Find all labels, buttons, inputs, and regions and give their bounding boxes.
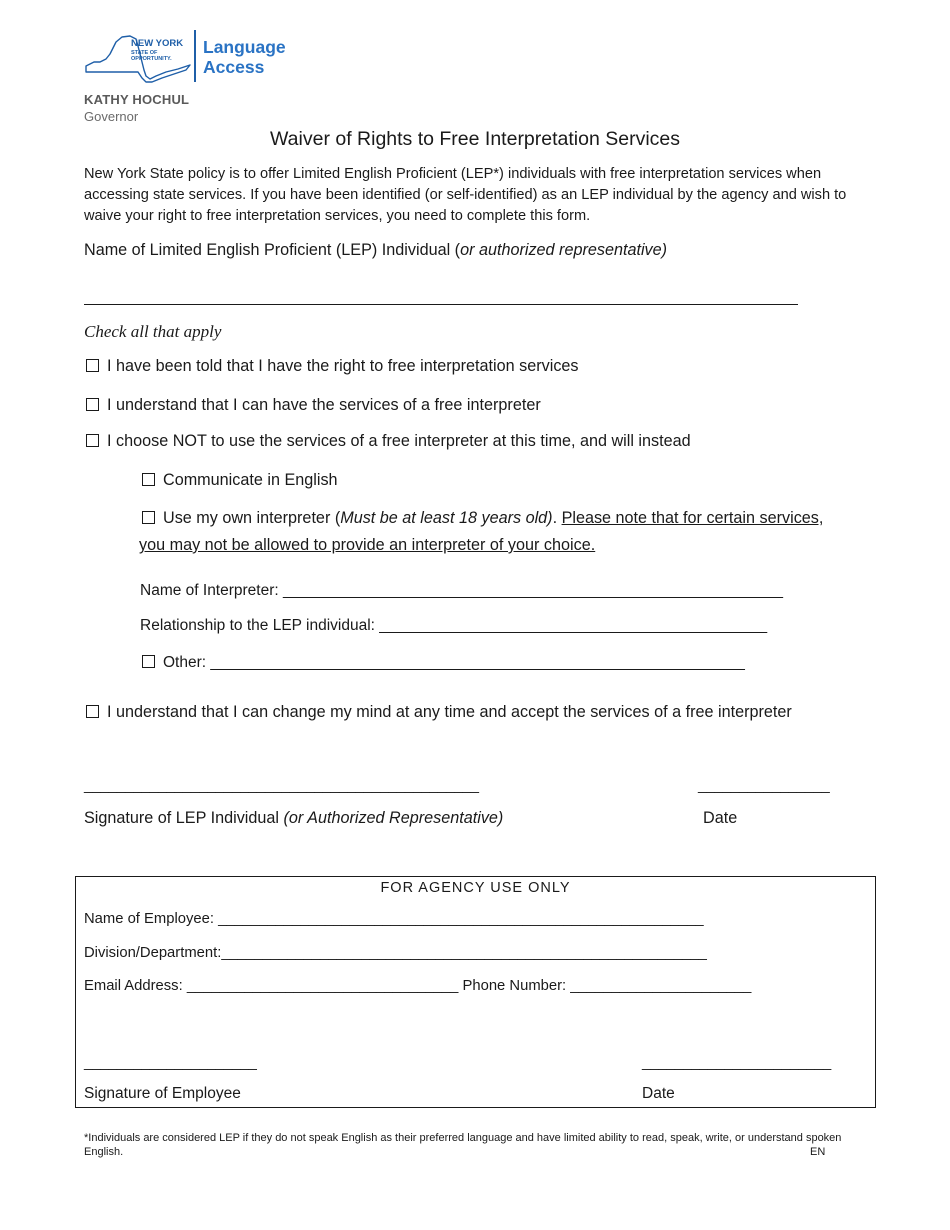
intro-paragraph: New York State policy is to offer Limited English Proficient (LEP*) individuals with free interpretation services when accessing state services. If you have been identified (or self-identified) as an LEP individual by the agency and wish to waive your right to free interpretation services, you need to complete this form.: [84, 166, 847, 224]
own-interpreter-period: .: [552, 509, 558, 527]
understand-label: I understand that I can have the services of a free interpreter: [107, 396, 541, 414]
relationship-label: Relationship to the LEP individual:: [140, 617, 380, 634]
choose-not-label: I choose NOT to use the services of a free interpreter at this time, and will instead: [107, 432, 691, 450]
lep-name-field[interactable]: [84, 304, 798, 305]
option-choose-not: [86, 432, 691, 451]
other-row: [142, 654, 745, 672]
lep-name-label: [84, 241, 667, 260]
own-interpreter-age-note: Must be at least 18 years old): [340, 509, 553, 527]
lep-date-field[interactable]: ________________: [698, 778, 830, 794]
option-english: [142, 471, 338, 490]
state-name: NEW YORK: [131, 38, 184, 49]
governor-name: KATHY HOCHUL: [84, 92, 190, 107]
change-mind-label: I understand that I can change my mind at any time and accept the services of a free interpreter: [107, 703, 792, 721]
employee-name-field[interactable]: ___________________________________________________________: [218, 911, 704, 927]
division-field[interactable]: ___________________________________________________________: [221, 945, 707, 961]
agency-use-heading: FOR AGENCY USE ONLY: [380, 880, 571, 896]
interpreter-name-field[interactable]: __________________________________________________________: [283, 582, 783, 599]
logo-divider: [194, 30, 196, 82]
understand-checkbox[interactable]: [86, 398, 99, 411]
own-interpreter-checkbox[interactable]: [142, 511, 155, 524]
lep-signature-label: [84, 809, 503, 828]
lep-signature-label-text: Signature of LEP Individual: [84, 809, 284, 827]
division-row: [84, 945, 707, 961]
email-label: Email Address:: [84, 978, 187, 994]
own-interpreter-warning-2: you may not be allowed to provide an interpreter of your choice.: [139, 536, 596, 554]
other-field[interactable]: ______________________________________________________________: [210, 654, 745, 671]
wordmark-line-2: Access: [203, 57, 265, 77]
lep-signature-field[interactable]: ________________________________________________: [84, 778, 480, 794]
contact-row: [84, 978, 751, 994]
lep-signature-label-italic: (or Authorized Representative): [283, 809, 504, 827]
interpreter-name-row: [140, 582, 783, 600]
other-checkbox[interactable]: [142, 655, 155, 668]
state-tagline: STATE OF OPPORTUNITY.: [131, 50, 172, 62]
relationship-row: [140, 617, 767, 635]
option-understand: [86, 396, 541, 415]
option-told-rights: [86, 357, 579, 376]
employee-name-label: Name of Employee:: [84, 911, 219, 927]
lep-footnote: *Individuals are considered LEP if they do not speak English as their preferred language and have limited ability to read, speak, write, or understand spoken English.: [84, 1132, 842, 1158]
lep-name-label-text: Name of Limited English Proficient (LEP) Individual (: [84, 241, 461, 259]
lep-name-label-italic: or authorized representative): [460, 241, 668, 259]
language-access-wordmark: [203, 37, 286, 77]
choose-not-checkbox[interactable]: [86, 434, 99, 447]
change-mind-checkbox[interactable]: [86, 705, 99, 718]
nys-language-access-logo: [82, 30, 312, 86]
option-change-mind: [86, 703, 792, 722]
option-own-interpreter: [142, 509, 823, 528]
governor-title: Governor: [84, 109, 139, 124]
employee-name-row: [84, 911, 704, 927]
own-interpreter-warning-1: Please note that for certain services,: [561, 509, 824, 527]
check-all-instruction: Check all that apply: [84, 322, 222, 341]
agency-use-box: [75, 876, 876, 1108]
english-checkbox[interactable]: [142, 473, 155, 486]
phone-field[interactable]: ______________________: [570, 978, 752, 994]
told-rights-checkbox[interactable]: [86, 359, 99, 372]
told-rights-label: I have been told that I have the right to free interpretation services: [107, 357, 579, 375]
wordmark-line-1: Language: [203, 37, 286, 57]
employee-date-label: Date: [642, 1085, 675, 1102]
language-code: EN: [810, 1146, 826, 1158]
relationship-field[interactable]: _____________________________________________: [379, 617, 768, 634]
lep-date-label: Date: [703, 809, 738, 827]
employee-signature-field[interactable]: _____________________: [84, 1055, 257, 1071]
english-label: Communicate in English: [163, 471, 338, 489]
own-interpreter-label: Use my own interpreter (: [163, 509, 341, 527]
other-label: Other:: [163, 654, 211, 671]
employee-date-field[interactable]: _______________________: [642, 1055, 832, 1071]
employee-signature-label: Signature of Employee: [84, 1085, 241, 1102]
form-title: Waiver of Rights to Free Interpretation Services: [269, 128, 681, 150]
email-field[interactable]: _________________________________: [186, 978, 459, 994]
interpreter-name-label: Name of Interpreter:: [140, 582, 284, 599]
phone-label: Phone Number:: [458, 978, 571, 994]
division-label: Division/Department:: [84, 945, 222, 961]
